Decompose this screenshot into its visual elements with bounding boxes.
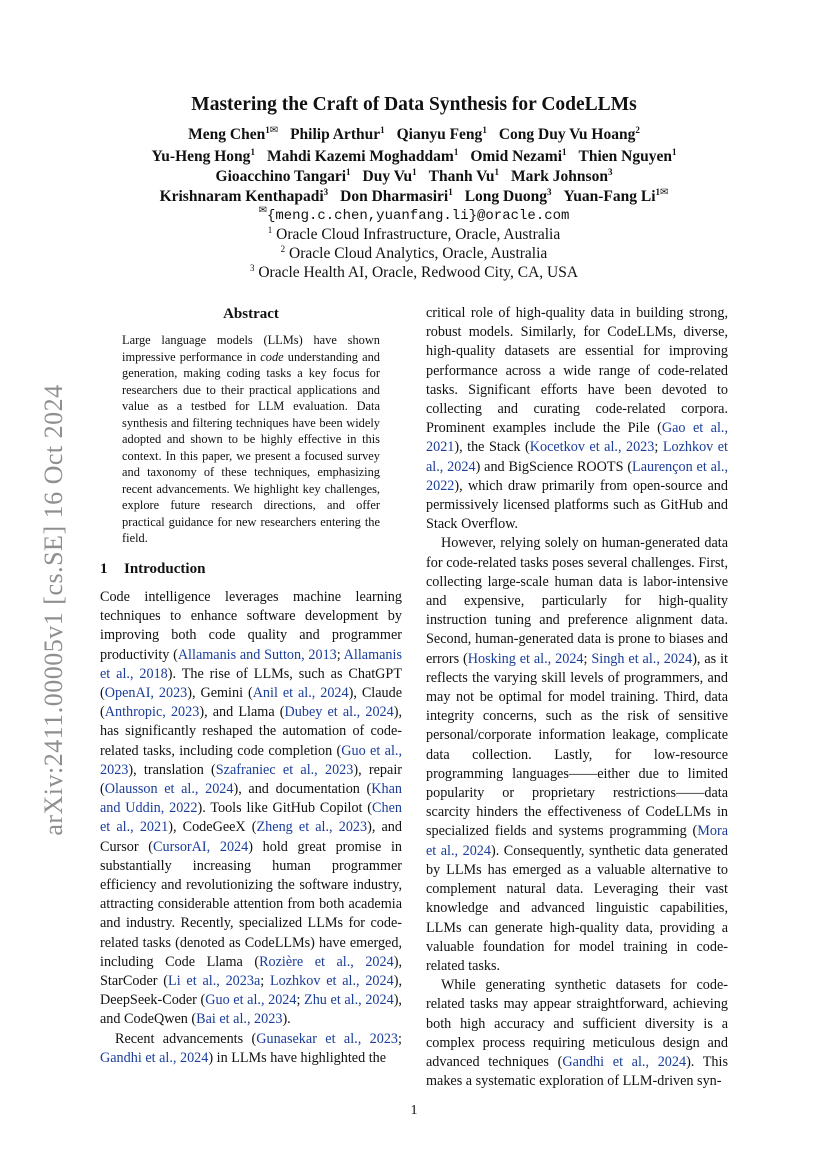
- author-name: Cong Duy Vu Hoang$^2$: [498, 124, 640, 143]
- email-line: [0, 206, 828, 224]
- author-name: Omid Nezami$^1$: [470, 146, 567, 165]
- author-name: Thanh Vu$^1$: [428, 166, 500, 185]
- citation-link[interactable]: Li et al., 2023a: [168, 973, 261, 990]
- author-name: Thien Nguyen$^1$: [578, 146, 677, 165]
- citation-link[interactable]: Anthropic, 2023: [104, 704, 200, 721]
- citation-link[interactable]: Kocetkov et al., 2023: [529, 439, 655, 456]
- page-number: 1: [410, 1103, 418, 1118]
- left-column: [100, 588, 402, 1068]
- citation-link[interactable]: Zheng et al., 2023: [256, 819, 368, 836]
- author-line: [0, 126, 828, 144]
- paper-title: Mastering the Craft of Data Synthesis for CodeLLMs: [191, 94, 637, 115]
- citation-link[interactable]: Gunasekar et al., 2023: [256, 1030, 399, 1047]
- citation-link[interactable]: Khan and Uddin, 2022: [100, 781, 402, 817]
- affiliation-1: $^1$ Oracle Cloud Infrastructure, Oracle, Australia: [267, 224, 561, 243]
- author-name: Yu-Heng Hong$^1$: [151, 146, 255, 165]
- abstract-heading: Abstract: [223, 306, 279, 322]
- citation-link[interactable]: Guo et al., 2023: [100, 742, 402, 778]
- envelope-icon: ✉: [269, 124, 279, 136]
- author-email[interactable]: {meng.c.chen,yuanfang.li}@oracle.com: [266, 208, 570, 224]
- author-name: Long Duong$^3$: [464, 186, 552, 205]
- affiliation-3: $^3$ Oracle Health AI, Oracle, Redwood City, CA, USA: [249, 262, 579, 281]
- citation-link[interactable]: Dubey et al., 2024: [284, 704, 394, 721]
- author-name: Krishnaram Kenthapadi$^3$: [159, 186, 329, 205]
- citation-link[interactable]: Chen et al., 2021: [100, 800, 402, 836]
- author-name: Philip Arthur$^1$: [290, 124, 385, 143]
- affiliation-2: $^2$ Oracle Cloud Analytics, Oracle, Australia: [280, 243, 548, 262]
- citation-link[interactable]: Allamanis et al., 2018: [100, 646, 402, 682]
- author-name: Mahdi Kazemi Moghaddam$^1$: [266, 146, 459, 165]
- arxiv-stamp: arXiv:2411.00005v1 [cs.SE] 16 Oct 2024: [39, 384, 68, 836]
- author-name: Mark Johnson$^3$: [511, 166, 613, 185]
- citation-link[interactable]: Laurençon et al., 2022: [426, 458, 728, 494]
- author-name: Meng Chen$^{1✉}$: [188, 124, 279, 143]
- abstract-text: Large language models (LLMs) have shown impressive performance in code understanding and generation, making coding tasks a key focus for researchers due to their practical applications and value as a testbed for LLM evaluation. Data synthesis and filtering techniques have been widely adopted and shown to be highly effective in this context. In this paper, we present a focused survey and taxonomy of these techniques, emphasizing recent advancements. We highlight key challenges, explore future research directions, and offer practical guidance for new researchers entering the field.: [122, 333, 380, 545]
- citation-link[interactable]: Gao et al., 2021: [426, 420, 728, 456]
- citation-link[interactable]: Lozhkov et al., 2024: [269, 973, 394, 990]
- author-line: [0, 148, 828, 166]
- citation-link[interactable]: Mora et al., 2024: [426, 823, 728, 859]
- citation-link[interactable]: Rozière et al., 2024: [259, 953, 394, 970]
- envelope-icon: ✉: [660, 186, 669, 198]
- citation-link[interactable]: Singh et al., 2024: [591, 650, 693, 667]
- citation-link[interactable]: Allamanis and Sutton, 2013: [177, 646, 337, 663]
- citation-link[interactable]: Lozhkov et al., 2024: [426, 439, 729, 475]
- citation-link[interactable]: Bai et al., 2023: [196, 1011, 283, 1028]
- body-paragraph: Code intelligence leverages machine learning techniques to enhance software development by improving both code quality and programmer productivity (Allamanis and Sutton, 2013; Allamanis et al., 2018). The rise of LLMs, such as ChatGPT (OpenAI, 2023), Gemini (Anil et al., 2024), Claude (Anthropic, 2023), and Llama (Dubey et al., 2024), has significantly reshaped the automation of code-related tasks, including code completion (Guo et al., 2023), translation (Szafraniec et al., 2023), repair (Olausson et al., 2024), and documentation (Khan and Uddin, 2022). Tools like GitHub Copilot (Chen et al., 2021), CodeGeeX (Zheng et al., 2023), and Cursor (CursorAI, 2024) hold great promise in substantially increasing human programmer efficiency and revolutionizing the software industry, attracting considerable attention from both academia and industry. Recently, specialized LLMs for code-related tasks (denoted as CodeLLMs) have emerged, including Code Llama (Rozière et al., 2024), StarCoder (Li et al., 2023a; Lozhkov et al., 2024), DeepSeek-Coder (Guo et al., 2024; Zhu et al., 2024), and CodeQwen (Bai et al., 2023).: [100, 589, 403, 1028]
- section-heading: 1 Introduction: [100, 561, 206, 577]
- author-line: [0, 188, 828, 206]
- citation-link[interactable]: OpenAI, 2023: [104, 685, 188, 702]
- author-name: Duy Vu$^1$: [362, 166, 417, 185]
- envelope-icon: ✉: [258, 204, 267, 216]
- citation-link[interactable]: Olausson et al., 2024: [104, 781, 234, 798]
- author-name: Yuan-Fang $Li^{1✉}$: [563, 186, 669, 205]
- citation-link[interactable]: Zhu et al., 2024: [304, 992, 394, 1009]
- citation-link[interactable]: Hosking et al., 2024: [467, 650, 584, 667]
- author-name: Gioacchino Tangari$^1$: [215, 166, 351, 185]
- body-paragraph: Recent advancements (Gunasekar et al., 2023; Gandhi et al., 2024) in LLMs have highlighted the: [100, 1030, 402, 1066]
- body-paragraph: However, relying solely on human-generated data for code-related tasks poses several challenges. First, collecting large-scale human data is labor-intensive and expensive, particularly for high-quality instruction tuning and preference alignment data. Second, human-generated data is prone to biases and errors (Hosking et al., 2024; Singh et al., 2024), as it reflects the varying skill levels of programmers, and may not be optimal for model training. Third, data integrity concerns, such as the risk of sensitive personal/corporate information leakage, complicate data collection. Lastly, for low-resource programming languages——either due to limited popularity or proprietary restrictions——data scarcity hinders the effectiveness of CodeLLMs in specialized fields and systems programming (Mora et al., 2024). Consequently, synthetic data generated by LLMs has emerged as a valuable alternative to complement natural data. Leveraging their vast knowledge and advanced linguistic capabilities, LLMs can generate high-quality data, providing a valuable foundation for model training in code-related tasks.: [426, 535, 728, 974]
- body-paragraph: critical role of high-quality data in building strong, robust models. Similarly, for CodeLLMs, diverse, high-quality datasets are essential for improving performance across a wide range of code-related tasks. Significant efforts have been devoted to collecting and curating code-related corpora. Prominent examples include the Pile (Gao et al., 2021), the Stack (Kocetkov et al., 2023; Lozhkov et al., 2024) and BigScience ROOTS (Laurençon et al., 2022), which draw primarily from open-source and permissively licensed platforms such as GitHub and Stack Overflow.: [426, 305, 729, 533]
- citation-link[interactable]: Anil et al., 2024: [252, 685, 349, 702]
- citation-link[interactable]: CursorAI, 2024: [153, 838, 249, 855]
- author-name: Don Dharmasiri$^1$: [340, 186, 453, 205]
- body-paragraph: While generating synthetic datasets for code-related tasks may appear straightforward, achieving both high accuracy and sufficient diversity is a complex process requiring meticulous design and advanced techniques (Gandhi et al., 2024). This makes a systematic exploration of LLM-driven syn-: [426, 977, 728, 1090]
- citation-link[interactable]: Guo et al., 2024: [205, 992, 297, 1009]
- citation-link[interactable]: Gandhi et al., 2024: [100, 1049, 209, 1066]
- author-name: Qianyu Feng$^1$: [396, 124, 487, 143]
- citation-link[interactable]: Szafraniec et al., 2023: [215, 761, 354, 778]
- citation-link[interactable]: Gandhi et al., 2024: [562, 1053, 687, 1070]
- author-line: [0, 168, 828, 186]
- right-column: [426, 304, 728, 1091]
